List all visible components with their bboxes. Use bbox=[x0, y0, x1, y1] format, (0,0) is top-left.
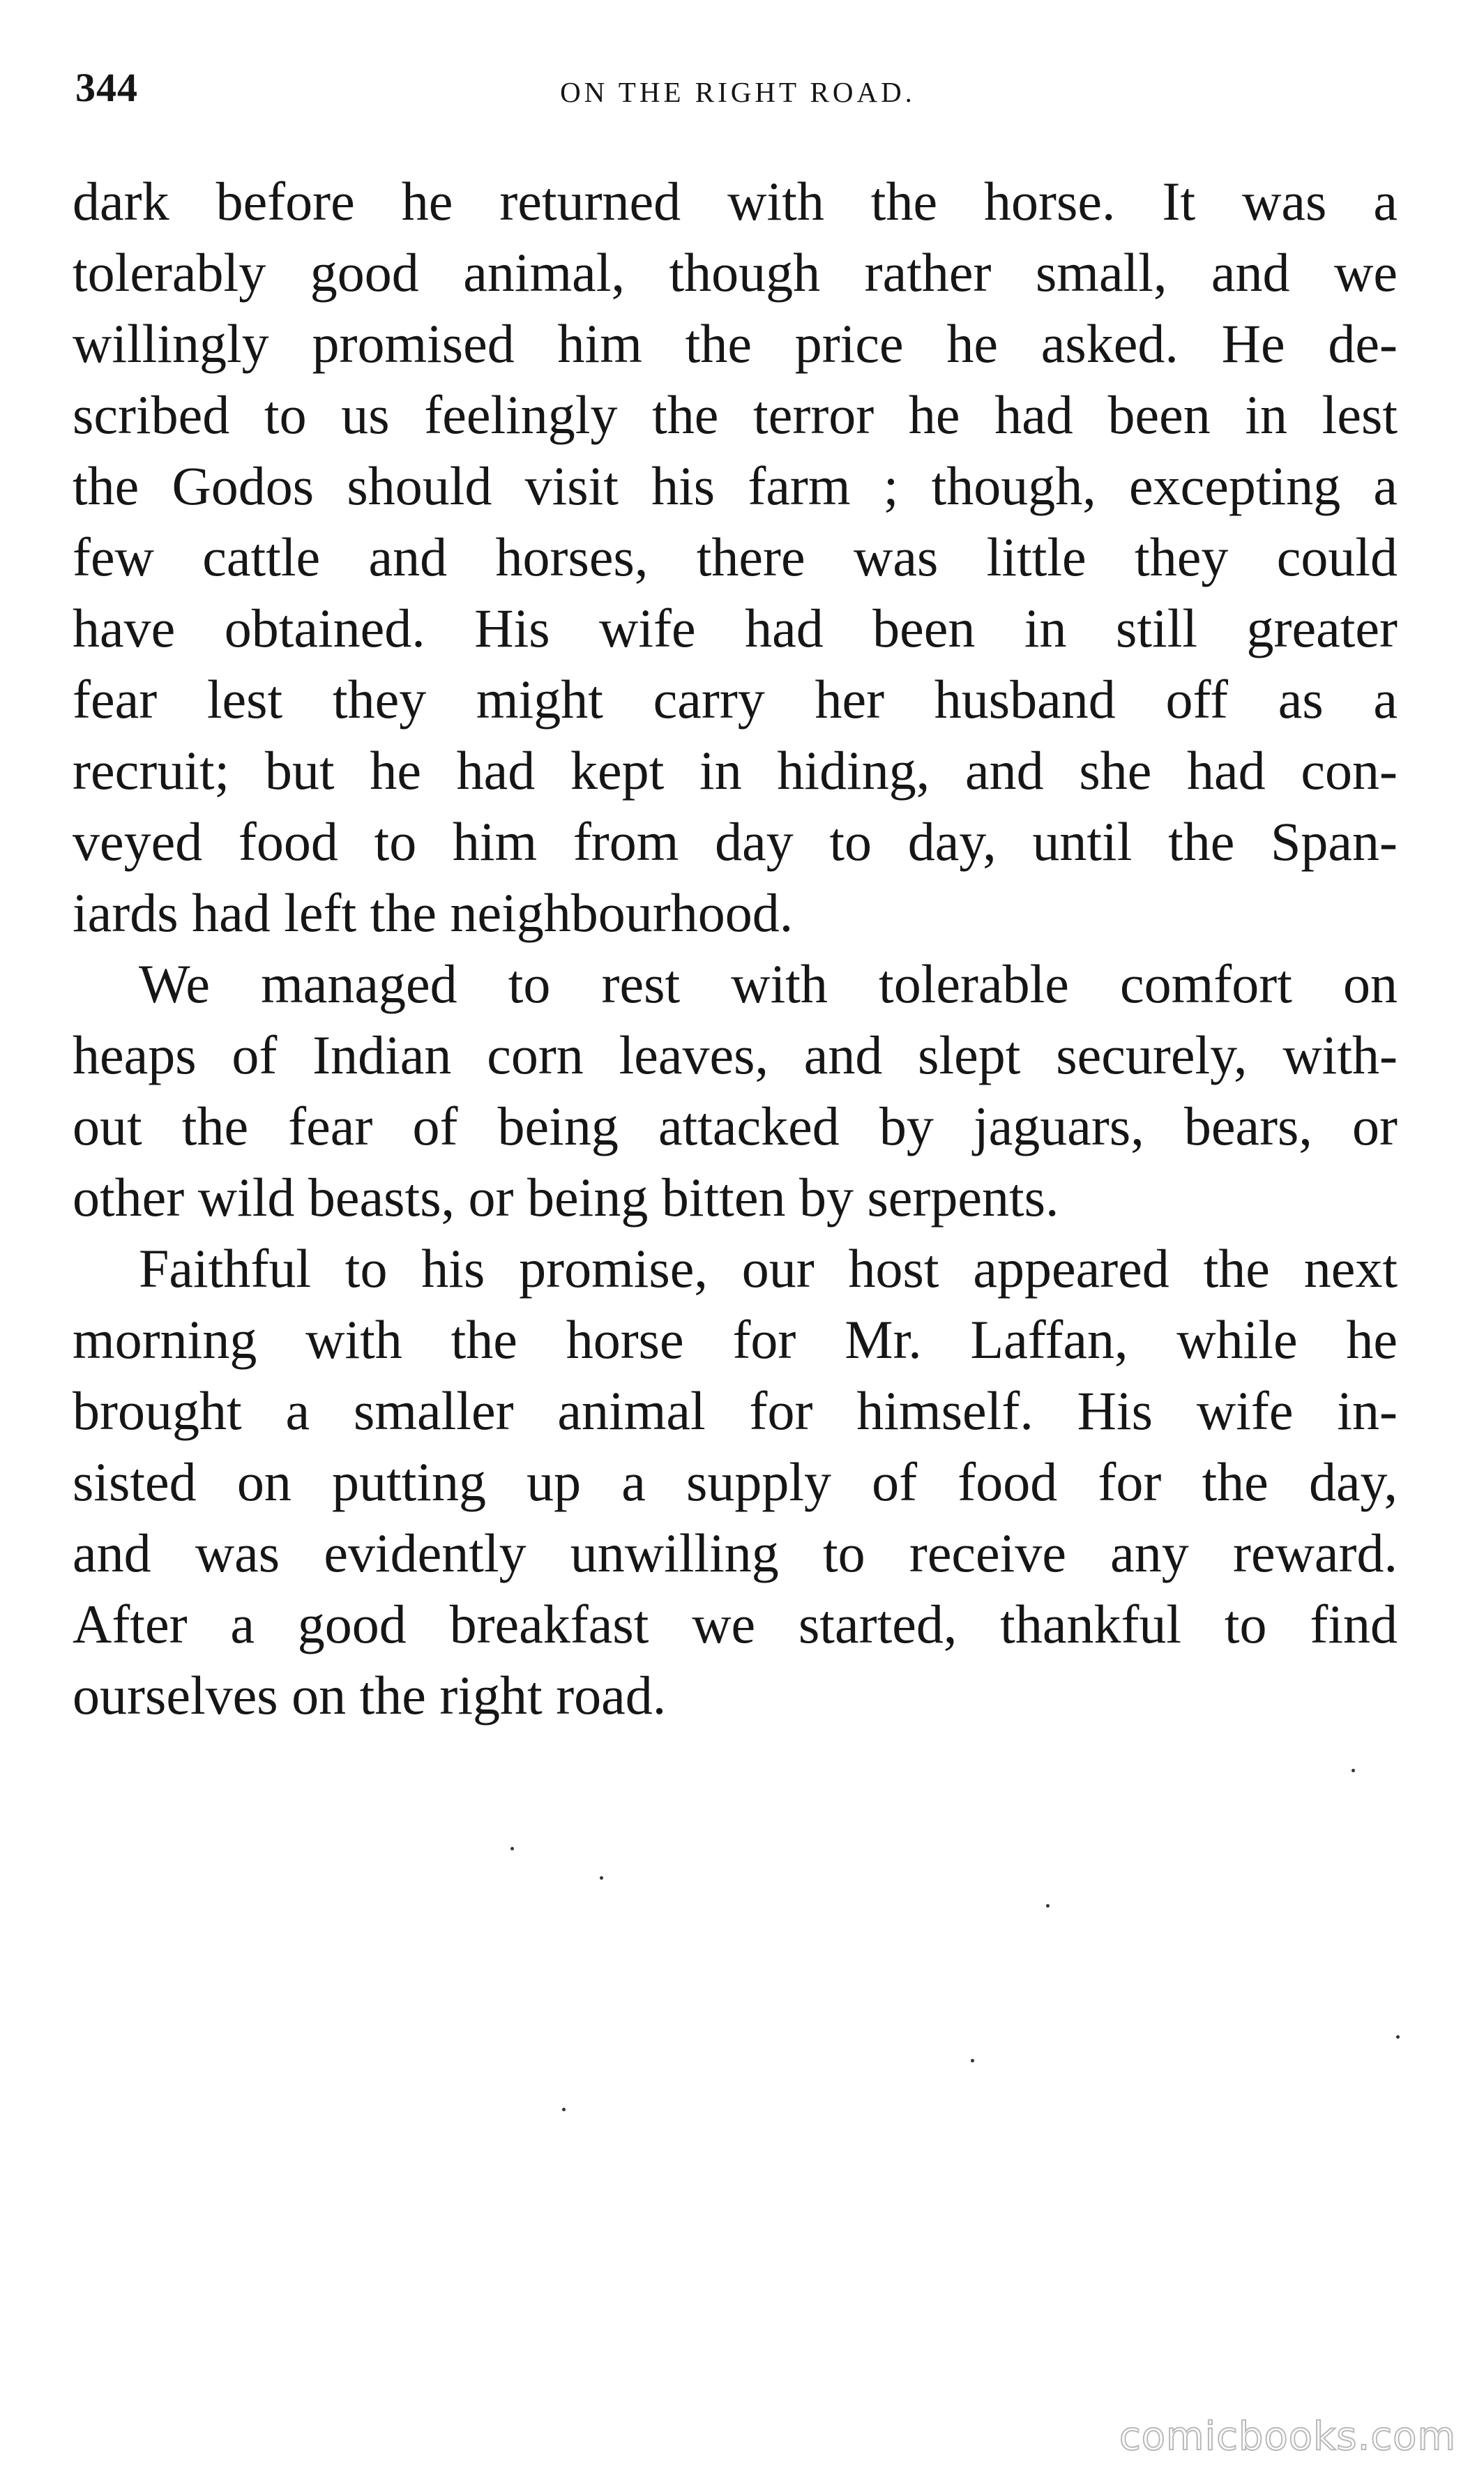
scan-speck bbox=[510, 1847, 514, 1850]
text-line: and was evidently unwilling to receive any reward. bbox=[73, 1523, 1398, 1583]
text-line: scribed to us feelingly the terror he had been in lest bbox=[73, 384, 1398, 445]
text-line: veyed food to him from day to day, until the Span- bbox=[73, 811, 1398, 872]
page-number: 344 bbox=[75, 65, 138, 110]
text-line: the Godos should visit his farm ; though, excepting a bbox=[73, 455, 1398, 516]
text-line: dark before he returned with the horse. It was a bbox=[73, 171, 1398, 232]
scan-speck bbox=[1046, 1904, 1050, 1908]
running-head bbox=[75, 64, 1400, 120]
text-line: After a good breakfast we started, thankful to find bbox=[73, 1594, 1398, 1654]
watermark: comicbooks.com bbox=[1119, 2414, 1456, 2459]
text-line: have obtained. His wife had been in still greater bbox=[73, 598, 1398, 658]
scan-speck bbox=[562, 2108, 566, 2111]
scan-speck bbox=[600, 1876, 603, 1880]
text-line: ourselves on the right road. bbox=[73, 1665, 667, 1726]
scan-speck bbox=[1396, 2035, 1400, 2039]
text-line: brought a smaller animal for himself. His wife in- bbox=[73, 1380, 1398, 1441]
text-line: We managed to rest with tolerable comfort on bbox=[139, 953, 1398, 1014]
text-line: few cattle and horses, there was little they could bbox=[73, 527, 1398, 587]
body-text bbox=[73, 166, 1398, 1731]
text-line: out the fear of being attacked by jaguars, bears, or bbox=[73, 1096, 1398, 1156]
text-line: iards had left the neighbourhood. bbox=[73, 882, 794, 943]
scan-speck bbox=[1352, 1769, 1355, 1772]
text-line: morning with the horse for Mr. Laffan, while he bbox=[73, 1309, 1398, 1370]
running-title: ON THE RIGHT ROAD. bbox=[560, 76, 916, 108]
text-line: recruit; but he had kept in hiding, and she had con- bbox=[73, 740, 1398, 801]
text-line: fear lest they might carry her husband off as a bbox=[73, 669, 1398, 730]
text-line: sisted on putting up a supply of food for the day, bbox=[73, 1451, 1398, 1512]
text-line: Faithful to his promise, our host appeared the next bbox=[139, 1238, 1398, 1299]
text-line: willingly promised him the price he asked. He de- bbox=[73, 313, 1398, 374]
scan-speck bbox=[971, 2059, 974, 2062]
text-line: heaps of Indian corn leaves, and slept securely, with- bbox=[73, 1025, 1398, 1085]
text-line: other wild beasts, or being bitten by serpents. bbox=[73, 1167, 1059, 1228]
text-line: tolerably good animal, though rather small, and we bbox=[73, 242, 1398, 303]
